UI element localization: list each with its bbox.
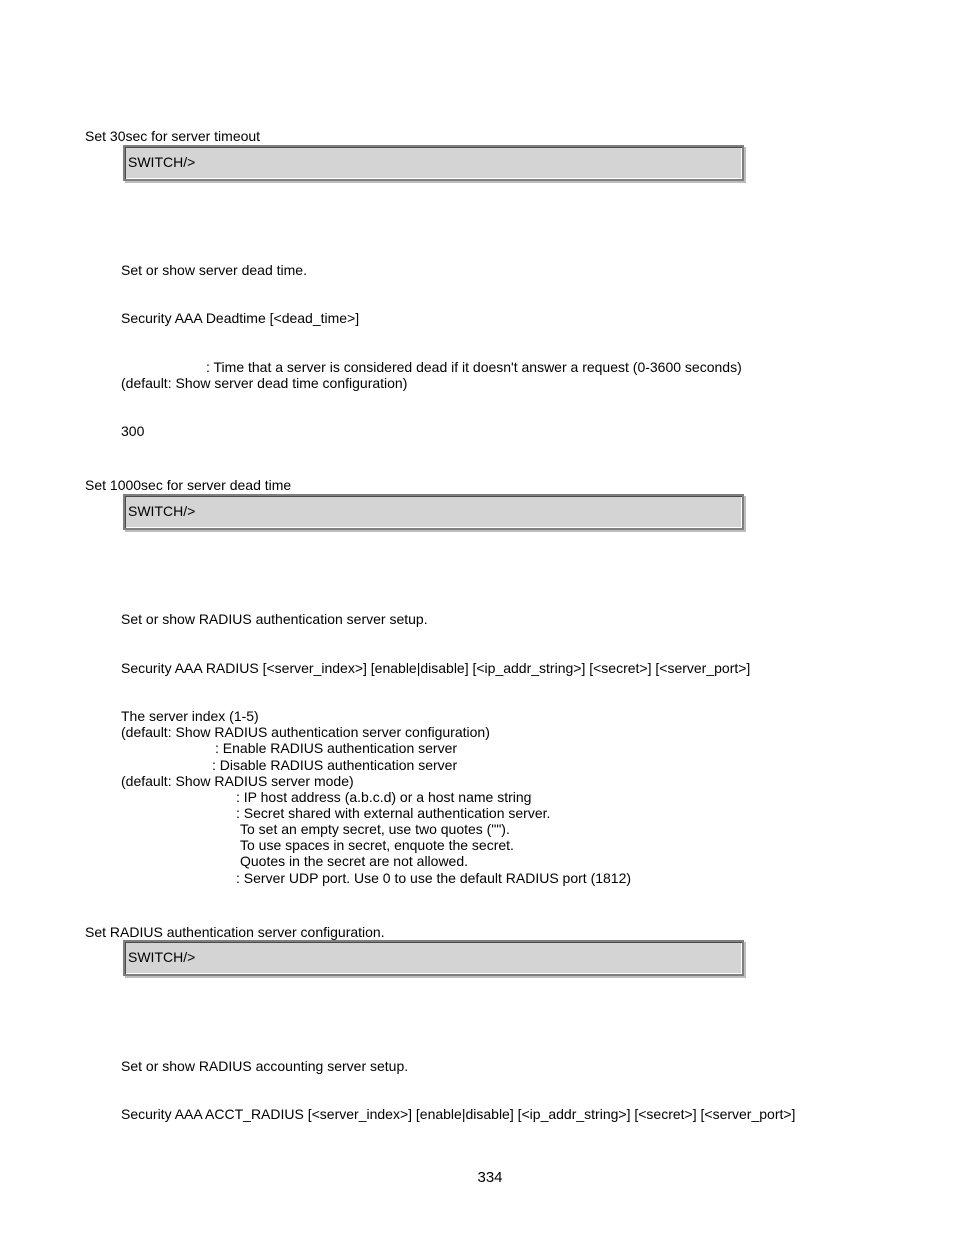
deadtime-syntax: Security AAA Deadtime [<dead_time>] bbox=[121, 310, 360, 326]
radius-param-secret: : Secret shared with external authentication server. bbox=[236, 805, 551, 821]
radius-example-label: Set RADIUS authentication server configuration. bbox=[85, 924, 385, 940]
radius-param-server-port: : Server UDP port. Use 0 to use the default RADIUS port (1812) bbox=[236, 870, 632, 886]
page-number: 334 bbox=[477, 1169, 503, 1186]
radius-param-ip-addr: : IP host address (a.b.c.d) or a host name string bbox=[236, 789, 532, 805]
timeout-command-box bbox=[123, 145, 744, 181]
deadtime-description: Set or show server dead time. bbox=[121, 262, 307, 278]
radius-param-server-index-default: (default: Show RADIUS authentication server configuration) bbox=[121, 724, 490, 740]
radius-param-secret-quotes: Quotes in the secret are not allowed. bbox=[240, 853, 469, 869]
radius-command-prompt: SWITCH/> bbox=[128, 949, 196, 965]
radius-param-server-index: The server index (1-5) bbox=[121, 708, 259, 724]
timeout-command-prompt: SWITCH/> bbox=[128, 154, 196, 170]
deadtime-param-default: (default: Show server dead time configuration) bbox=[121, 375, 408, 391]
acct-radius-syntax: Security AAA ACCT_RADIUS [<server_index>] [enable|disable] [<ip_addr_string>] [<secret>] [<server_port>] bbox=[121, 1106, 796, 1122]
deadtime-command-box bbox=[123, 494, 744, 530]
timeout-example-label: Set 30sec for server timeout bbox=[85, 128, 261, 144]
acct-radius-description: Set or show RADIUS accounting server setup. bbox=[121, 1058, 409, 1074]
radius-param-mode-default: (default: Show RADIUS server mode) bbox=[121, 773, 354, 789]
radius-param-secret-spaces: To use spaces in secret, enquote the secret. bbox=[240, 837, 514, 853]
deadtime-command-prompt: SWITCH/> bbox=[128, 503, 196, 519]
radius-command-box bbox=[123, 940, 744, 976]
radius-syntax: Security AAA RADIUS [<server_index>] [enable|disable] [<ip_addr_string>] [<secret>] [<server_port>] bbox=[121, 660, 751, 676]
deadtime-example-label: Set 1000sec for server dead time bbox=[85, 477, 292, 493]
radius-description: Set or show RADIUS authentication server setup. bbox=[121, 611, 428, 627]
deadtime-param-desc: : Time that a server is considered dead if it doesn't answer a request (0-3600 seconds) bbox=[206, 359, 742, 375]
radius-param-disable: : Disable RADIUS authentication server bbox=[212, 757, 458, 773]
radius-param-enable: : Enable RADIUS authentication server bbox=[215, 740, 458, 756]
deadtime-default-value: 300 bbox=[121, 423, 145, 439]
radius-param-secret-empty: To set an empty secret, use two quotes (""). bbox=[240, 821, 510, 837]
